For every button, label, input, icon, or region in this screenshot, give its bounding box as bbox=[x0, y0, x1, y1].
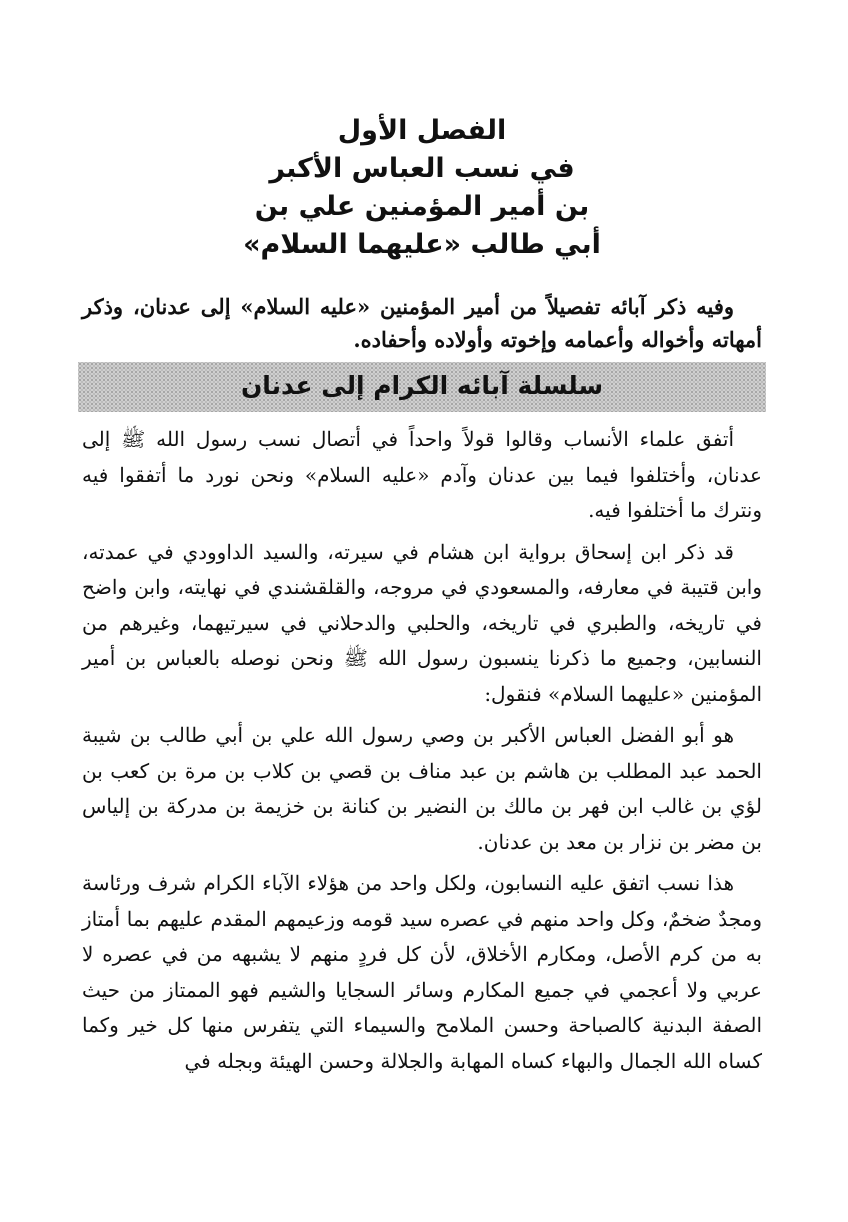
paragraph-3: هو أبو الفضل العباس الأكبر بن وصي رسول الله علي بن أبي طالب بن شيبة الحمد عبد المطلب بن هاشم بن عبد مناف بن قصي بن كلاب بن مرة بن كعب بن لؤي بن غالب ابن فهر بن مالك بن النضير بن كنانة بن خزيمة بن مدركة بن إلياس بن مضر بن نزار بن معد بن عدنان. bbox=[82, 723, 762, 854]
section-heading-band bbox=[78, 362, 766, 412]
paragraph-2: قد ذكر ابن إسحاق برواية ابن هشام في سيرته، والسيد الداوودي في عمدته، وابن قتيبة في معارفه، والمسعودي في مروجه، والقلقشندي في نهايته، وابن واضح في تاريخه، والطبري في تاريخه، والحلبي والدحلاني في سيرتيهما، وغيرهم من النسابين، وجميع ما ذكرنا ينسبون رسول الله ﷺ ونحن نوصله بالعباس بن أمير المؤمنين «عليهما السلام» فنقول: bbox=[82, 539, 762, 706]
book-page bbox=[82, 112, 762, 1085]
chapter-intro: وفيه ذكر آبائه تفصيلاً من أمير المؤمنين «عليه السلام» إلى عدنان، وذكر أمهاته وأخواله وأعمامه وإخوته وأولاده وأحفاده. bbox=[82, 294, 762, 352]
chapter-heading bbox=[82, 112, 762, 264]
chapter-heading-line-2: في نسب العباس الأكبر bbox=[269, 153, 575, 184]
chapter-heading-line-3: بن أمير المؤمنين علي بن bbox=[254, 191, 590, 222]
paragraph-1: أتفق علماء الأنساب وقالوا قولاً واحداً في أتصال نسب رسول الله ﷺ إلى عدنان، وأختلفوا فيما بين عدنان وآدم «عليه السلام» ونحن نورد ما أتفقوا فيه ونترك ما أختلفوا فيه. bbox=[82, 427, 762, 522]
section-title: سلسلة آبائه الكرام إلى عدنان bbox=[240, 371, 604, 400]
chapter-heading-line-4: أبي طالب «عليهما السلام» bbox=[243, 229, 601, 260]
chapter-heading-line-1: الفصل الأول bbox=[337, 115, 507, 146]
paragraph-4: هذا نسب اتفق عليه النسابون، ولكل واحد من هؤلاء الآباء الكرام شرف ورئاسة ومجدٌ ضخمٌ، وكل واحد منهم في عصره سيد قومه وزعيمهم المقدم عليهم بما أمتاز به من كرم الأصل، ومكارم الأخلاق، لأن كل فردٍ منهم لا يشبهه من في عصره لا عربي ولا أعجمي في جميع المكارم وسائر السجايا والشيم فهو الممتاز من حيث الصفة البدنية كالصباحة وحسن الملامح والسيماء التي يتفرس منها كل خير وكما كساه الله الجمال والبهاء كساه المهابة والجلالة وحسن الهيئة وبجله في bbox=[82, 871, 762, 1073]
